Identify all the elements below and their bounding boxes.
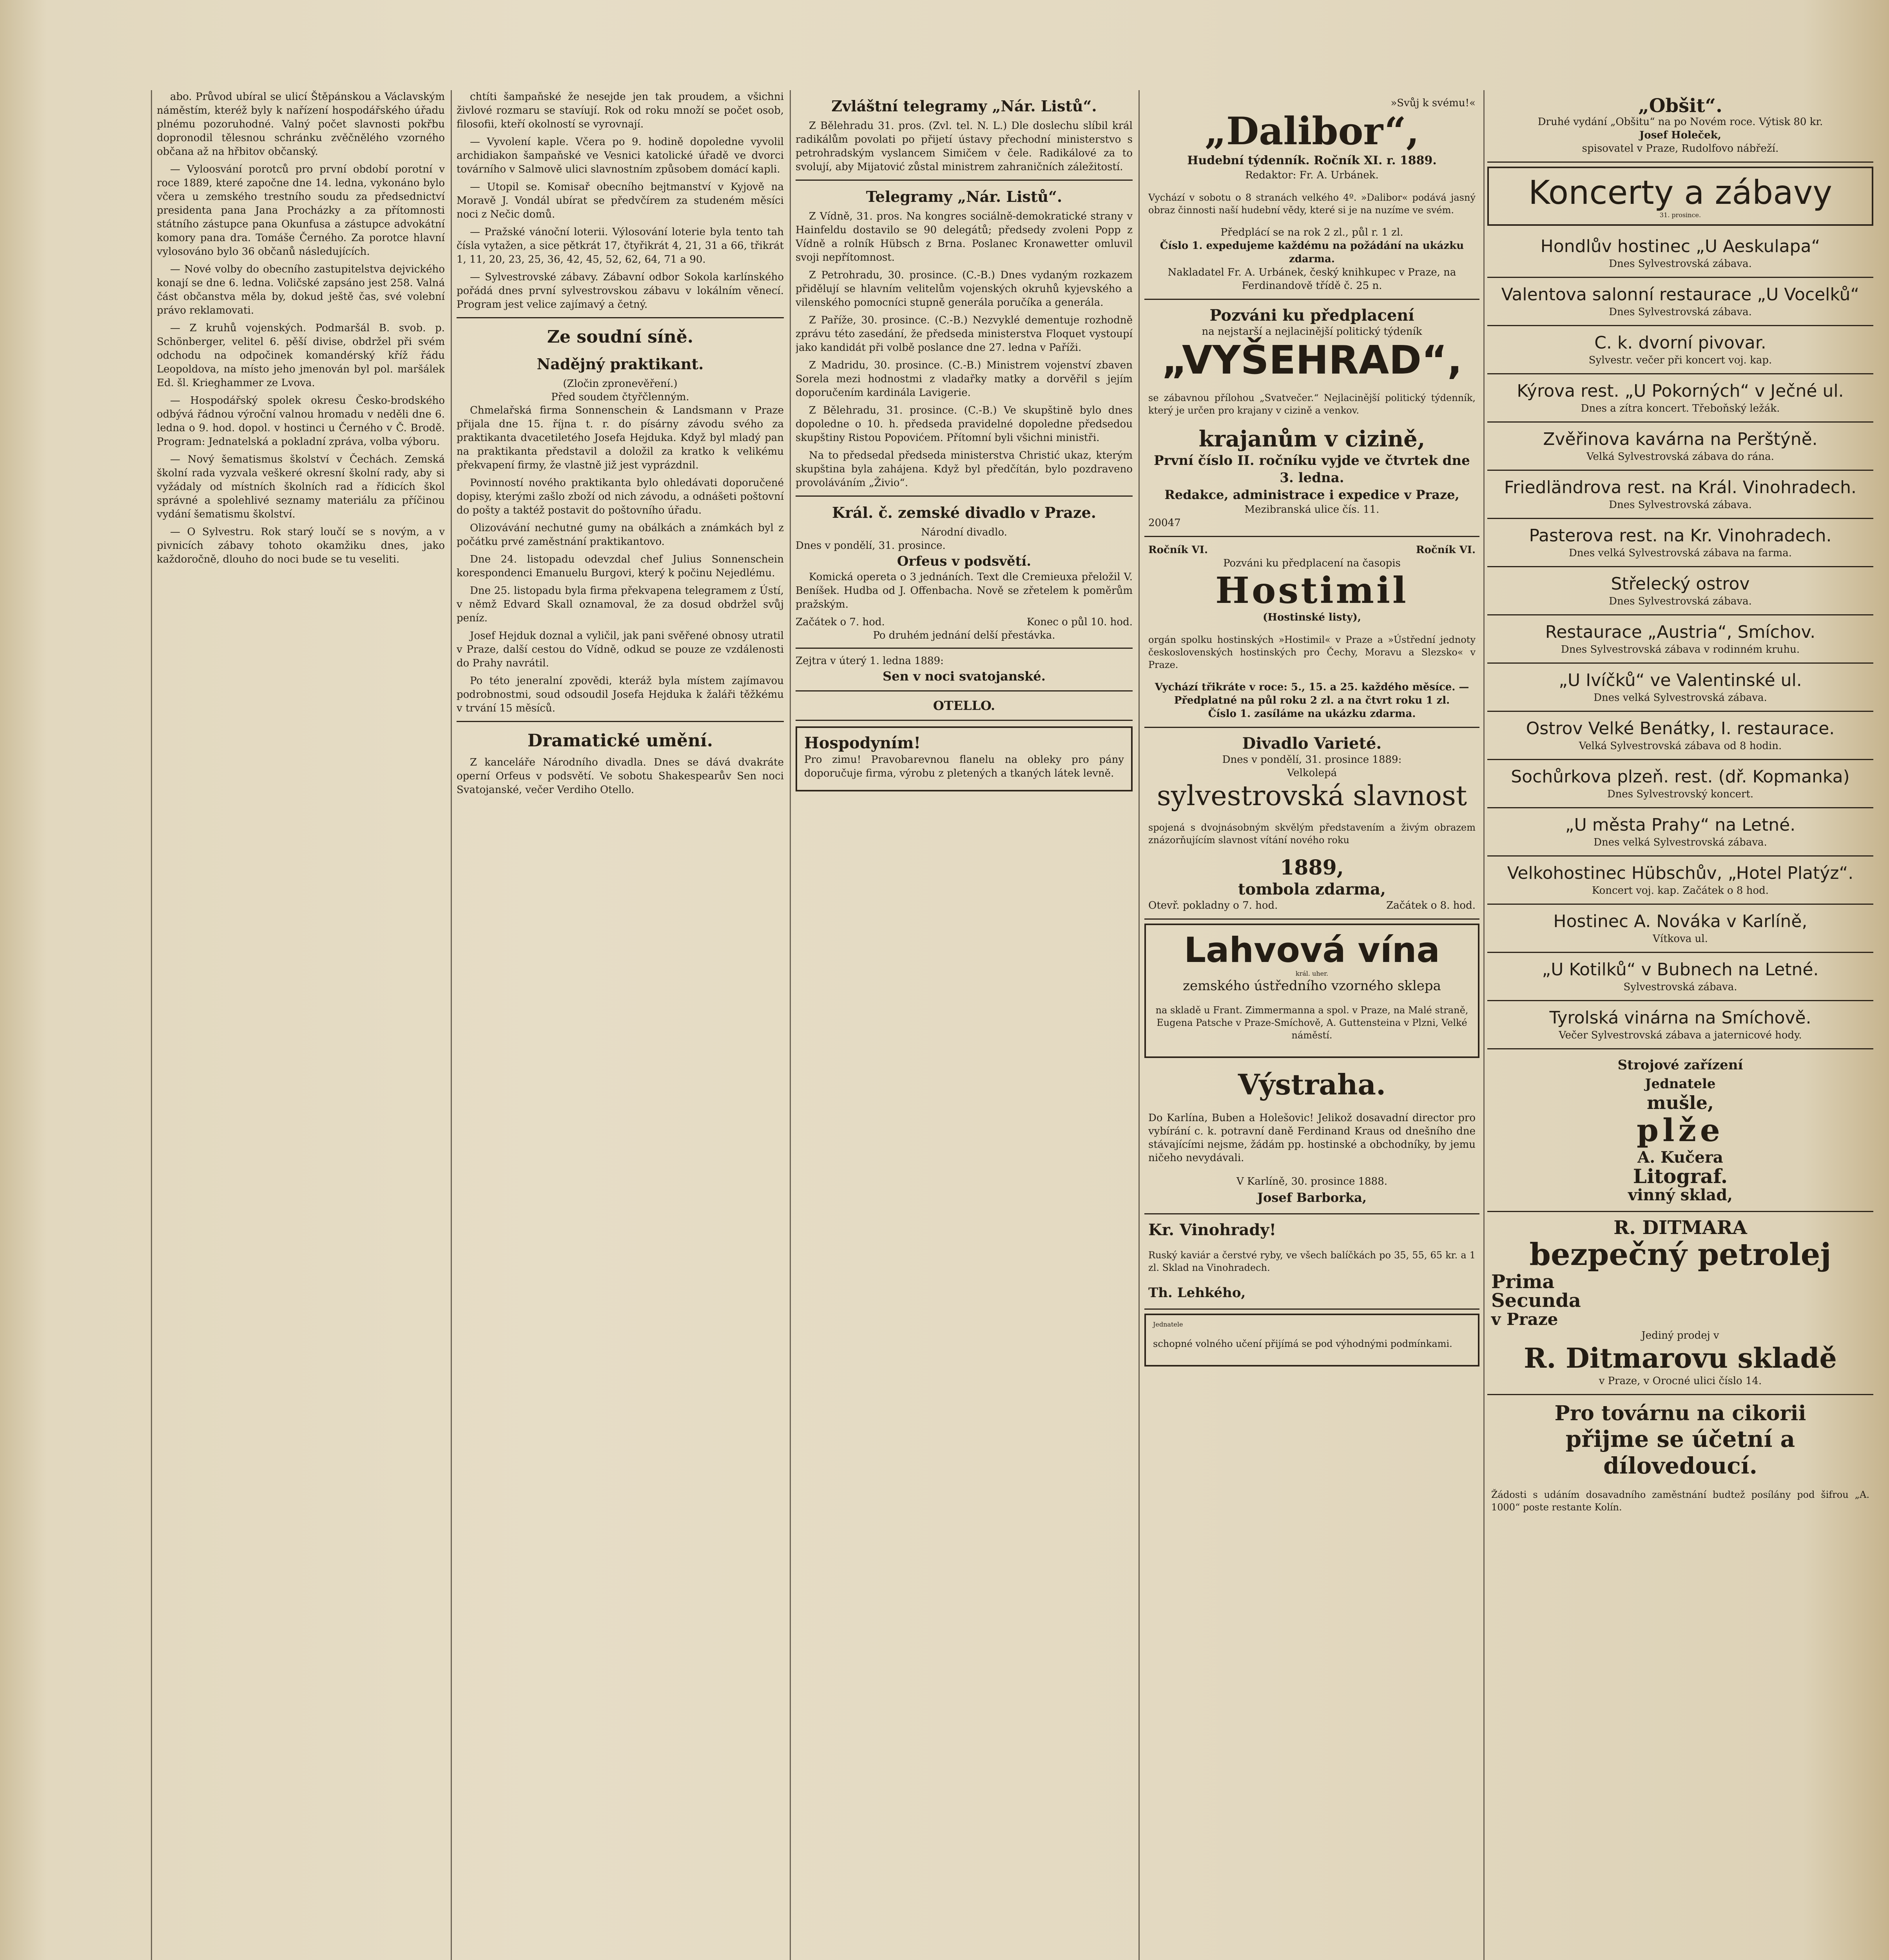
variete-line: Velkolepá [1287,767,1337,779]
lahvova-text: zemského ústředního vzorného sklepa [1183,978,1441,994]
hospodyne-ad [796,726,1133,791]
venue-name: Velkohostinec Hübschův, „Hotel Platýz“. [1507,863,1854,883]
section-title: Ze soudní síně. [547,327,694,347]
tomorrow-date: Zejtra v úterý 1. ledna 1889: [796,655,944,667]
vysehrad-address: Mezibranská ulice čís. 11. [1244,504,1380,515]
cikorie-title: Pro továrnu na cikorii [1554,1401,1806,1425]
venue-desc: Sylvestrovská zábava. [1623,981,1737,993]
dalibor-sample: Číslo 1. expedujeme každému na požádání na ukázku zdarma. [1160,240,1464,265]
dalibor-text: Vychází v sobotu o 8 stranách velkého 4º. »Dalibor« podává jasný obraz činnosti naší hudební vědy, které si je na nuzíme ve svém. [1148,192,1476,216]
news-paragraph: — Hospodářský spolek okresu Česko-brodského odbývá řádnou výroční valnou hromadu v neděli dne 6. ledna o 9. hod. dopol. v hostinci u Černého v Č. Brodě. Program: Jednatelská a pokladní zpráva, volba výboru. [157,395,445,448]
vysehrad-office: Redakce, administrace i expedice v Praze, [1164,487,1459,502]
cikorie-ad [1487,1395,1873,1529]
hostimil-price: Vychází třikráte v roce: 5., 15. a 25. každého měsíce. — Předplatné na půl roku 2 zl. a na čtvrt roku 1 zl. [1155,681,1469,706]
strojove-ad [1487,1049,1873,1212]
article-paragraph: Chmelařská firma Sonnenschein & Landsmann v Praze přijala dne 15. října t. r. do písárny závodu svého za praktikanta dvacetiletého Josefa Hejduka. Když byl mladý pan na praktikanta představil a doložil za kratko k velikému překvapení firmy, že vlastně již jest vyprázdnil. [457,405,784,471]
venue-name: „U Kotilků“ v Bubnech na Letné. [1542,960,1819,980]
vysehrad-ad [1144,300,1479,537]
venue-item [1487,1001,1873,1049]
venue-item [1487,423,1873,471]
news-paragraph: chtíti šampaňské že nesejde jen tak proudem, a všichni živlové rozmaru se stavíují. Rok od roku množí se počet osob, filosofii, kteří okolností se vyrovnají. [457,91,784,130]
column-news-court [457,90,784,1960]
venue-desc: Dnes velká Sylvestrovská zábava. [1594,837,1767,848]
news-paragraph: — Sylvestrovské zábavy. Zábavní odbor Sokola karlínského pořádá dnes první sylvestrovskou zábavu v lokálním věnecí. Program jest velice zajímavý a četný. [457,271,784,310]
venue-desc: Dnes Sylvestrovská zábava. [1609,306,1752,318]
theatre-date: Dnes v pondělí, 31. prosince. [796,540,946,552]
cikorie-big: přijme se účetní a dílovedoucí. [1565,1426,1795,1479]
venue-item [1487,953,1873,1001]
news-paragraph: abo. Průvod ubíral se ulicí Štěpánskou a Václavským náměstím, kteréž byly k nařízení hospodářského úřadu plnému pozoruhodné. Valný počet slavnosti pokřbu dopronodil tělesnou schránku zvěčnělého vzorného občana až na hřbitov občanský. [157,91,445,158]
venue-desc: Dnes velká Sylvestrovská zábava. [1594,692,1767,704]
venue-name: Friedländrova rest. na Král. Vinohradech. [1504,477,1856,497]
ditmar-ad [1487,1212,1873,1395]
jednatele-ad [1144,1314,1479,1367]
venue-desc: Velká Sylvestrovská zábava do rána. [1586,451,1774,463]
venue-name: Restaurace „Austria“, Smíchov. [1545,622,1816,642]
venue-desc: Dnes Sylvestrovský koncert. [1607,788,1754,800]
vysehrad-text: se zábavnou přílohou „Svatvečer.“ Nejlacinější politický týdenník, který je určen pro krajany v cizině a venkov. [1148,392,1476,416]
venue-name: Ostrov Velké Benátky, I. restaurace. [1526,719,1835,739]
dalibor-title: „Dalibor“, [1204,109,1419,153]
kucera-title: A. Kučera [1637,1148,1723,1167]
vysehrad-krajanum: krajanům v cizině, [1198,426,1425,452]
dalibor-line: Hudební týdenník. Ročník XI. r. 1889. [1187,154,1437,167]
venue-desc: Dnes Sylvestrovská zábava. [1609,595,1752,607]
ditmar-title: R. DITMARA [1613,1217,1747,1239]
column-local-news [157,90,445,1960]
hostimil-title: Hostimil [1215,569,1409,612]
theatre-paragraph: Z kanceláře Národního divadla. Dnes se dává dvakráte operní Orfeus v podsvětí. Ve sobotu Shakespearův Sen noci Svatojanské, večer Verdiho Otello. [457,757,784,796]
variete-start: Začátek o 8. hod. [1386,900,1476,911]
venue-name: Valentova salonní restaurace „U Vocelků“ [1501,285,1860,305]
theatre-end: Konec o půl 10. hod. [1026,616,1133,628]
venue-desc: Sylvestr. večer při koncert voj. kap. [1588,354,1772,366]
tomorrow-show: Sen v noci svatojanské. [883,669,1046,684]
ditmar-sklad: R. Ditmarovu skladě [1524,1342,1837,1374]
obsit-address: spisovatel v Praze, Rudolfovo nábřeží. [1582,143,1779,154]
venue-name: „U Ivíčků“ ve Valentinské ul. [1559,670,1802,690]
news-paragraph: — Z kruhů vojenských. Podmaršál B. svob. p. Schönberger, velitel 6. pěší divise, obdržel při svém odchodu na odpočinek komandérský kříž řádu Leopoldova, na místo jeho jmenován byl pol. maršálek Ed. šl. Krieghammer ze Lvova. [157,322,445,389]
vinohrady-text: Ruský kaviár a čerstvé ryby, ve všech balíčkách po 35, 55, 65 kr. a 1 zl. Sklad na Vinohradech. [1148,1250,1476,1273]
column-rule [1138,90,1140,1960]
venue-name: Střelecký ostrov [1611,574,1750,594]
lahvova-address: na skladě u Frant. Zimmermanna a spol. v Praze, na Malé straně, Eugena Patsche v Praze-Smíchově, A. Guttensteina v Plzni, Velké náměstí. [1155,1005,1468,1041]
lahvova-title: Lahvová vína [1184,930,1440,970]
venue-item [1487,374,1873,423]
column-rule [1483,90,1485,1960]
vysehrad-title: „VYŠEHRAD“, [1162,337,1462,383]
vysehrad-number: 20047 [1148,517,1181,529]
divider [796,720,1133,721]
column-rule [451,90,452,1960]
petrolej-prima: Prima [1491,1271,1555,1293]
litograf-title: Litograf. [1633,1165,1728,1188]
venue-name: Hondlův hostinec „U Aeskulapa“ [1540,236,1820,256]
telegram-paragraph: Z Petrohradu, 30. prosince. (C.-B.) Dnes vydaným rozkazem přidělují se hlavním velitelům vojenských okruhů kyjevského a vilenského pomocníci stupně generála poručíka a generála. [796,269,1133,309]
hostimil-volume-left: Ročník VI. [1148,544,1208,556]
column-ads [1144,90,1479,1960]
obsit-title: „Obšit“. [1638,95,1722,117]
theatre-section-title: Dramatické umění. [527,731,713,751]
venue-desc: Dnes Sylvestrovská zábava. [1609,499,1752,511]
hostimil-sample: Číslo 1. zasíláme na ukázku zdarma. [1208,708,1416,720]
telegram-paragraph: Z Paříže, 30. prosince. (C.-B.) Nezvyklé dementuje rozhodně zprávu této zasedání, že předseda ministerstva Floquet vystoupí jako kandidát při volbě poslance dne 27. ledna v Paříži. [796,314,1133,354]
news-paragraph: — Utopil se. Komisař obecního bejtmanství v Kyjově na Moravě J. Vondál ubírat se předvčírem za studeném měsíci noci z Nečic domů. [457,181,784,220]
telegram-paragraph: Z Madridu, 30. prosince. (C.-B.) Ministrem vojenství zbaven Sorela mezi hodnostmi z vladařky matky a dorvěřil s jejím doporučením kardinála Lavigerie. [796,359,1133,399]
venue-name: C. k. dvorní pivovar. [1594,333,1766,353]
divider [457,317,784,318]
telegram-paragraph: Z Vídně, 31. pros. Na kongres sociálně-demokratické strany v Hainfeldu dostavilo se 90 delegátů; předsedy zvoleni Popp z Vídně a rolník Hübsch z Brna. Poslanec Kronawetter omluvil svoji nepřítomnost. [796,211,1133,263]
venue-item [1487,808,1873,857]
lehke-title: Th. Lehkého, [1148,1285,1246,1301]
venue-desc: Koncert voj. kap. Začátek o 8 hod. [1592,885,1769,897]
theatre-start: Začátek o 7. hod. [796,616,885,628]
divider [796,180,1133,181]
divider [796,495,1133,497]
obsit-author: Josef Holeček, [1639,129,1721,141]
telegram-paragraph: Na to předsedal předseda ministerstva Christić ukaz, kterým skupština byla zahájena. Když byl předčítán, bylo pozdraveno provoláváním „Živio“. [796,450,1133,489]
venue-item [1487,471,1873,519]
venue-name: Hostinec A. Nováka v Karlíně, [1553,911,1807,931]
vystraha-date: V Karlíně, 30. prosince 1888. [1236,1176,1388,1187]
theatre-title: Král. č. zemské divadlo v Praze. [832,504,1097,521]
theatre-intermission: Po druhém jednání delší přestávka. [873,630,1055,641]
article-paragraph: Olizovávání nechutné gumy na obálkách a známkách byl z počátku prvé zaměstnání praktikantovo. [457,522,784,548]
jednatele-text: schopné volného učení přijímá se pod výhodnými podmínkami. [1153,1338,1452,1349]
hostimil-head: Pozváni ku předplacení na časopis [1223,557,1401,569]
telegram-paragraph: Z Bělehradu 31. pros. (Zvl. tel. N. L.) Dle doslechu slíbil král radikálům povolati po přijetí ústavy přechodní ministerstvo s petrohradským vyslancem Simičem v čele. Radikálové za to svolují, aby Mijatović zůstal ministrem zahraničních záležitostí. [796,120,1133,173]
venue-item [1487,664,1873,712]
hospodyne-title: Hospodyním! [804,734,921,752]
article-subtitle: (Zločin zpronevěření.) [563,378,678,390]
article-paragraph: Dne 24. listopadu odevzdal chef Julius Sonnenschein korespondenci Emanuelu Burgovi, který k počinu Nejedlému. [457,554,784,579]
venue-item [1487,230,1873,278]
article-subtitle: Před soudem čtyřčlenným. [551,391,689,403]
koncerty-title: Koncerty a zábavy [1528,173,1833,212]
dalibor-motto: »Svůj k svému!« [1390,97,1476,109]
hostimil-ad [1144,537,1479,728]
news-paragraph: — Nové volby do obecního zastupitelstva dejvického konají se dne 6. ledna. Voličské zapsáno jest 258. Valná část občanstva měla by, dokud ještě čas, své volební právo reklamovati. [157,263,445,316]
petrolej-praze: v Praze [1491,1310,1558,1329]
variete-title: Divadlo Varieté. [1242,734,1382,753]
venue-list [1487,230,1873,1049]
obsit-text: Druhé vydání „Obšitu“ na po Novém roce. Výtisk 80 kr. [1537,116,1823,128]
article-paragraph: Josef Hejduk doznal a vyličil, jak pani svěřené obnosy utratil v Praze, další cestou do Vídně, odkud se pouze ze vzdálenosti do Prahy navrátil. [457,630,784,669]
news-paragraph: — Vyvolení kaple. Včera po 9. hodině dopoledne vyvolil archidiakon šampaňské ve Vesnici katolické úřadě ve dvorci továrního v Salmově ulici slavnostním způsobem domácí kapli. [457,136,784,175]
column-telegrams [796,90,1133,1960]
telegram-title: Telegramy „Nár. Listů“. [866,188,1062,205]
vinohrady-ad [1144,1214,1479,1310]
divider [457,721,784,722]
divider [796,690,1133,691]
dalibor-publisher: Nakladatel Fr. A. Urbánek, český knihkupec v Praze, na Ferdinandově třídě č. 25 n. [1167,267,1456,292]
venue-item [1487,712,1873,760]
column-rule [151,90,152,1960]
hostimil-volume [1148,543,1476,557]
cikorie-text: Žádosti s udáním dosavadního zaměstnání budtež posílány pod šifrou „A. 1000“ poste restante Kolín. [1491,1489,1869,1513]
venue-desc: Dnes a zítra koncert. Třeboňský ležák. [1581,403,1780,414]
vinohrady-title: Kr. Vinohrady! [1148,1221,1276,1239]
lahvova-ad [1144,924,1479,1058]
theatre-subtitle: Národní divadlo. [921,526,1007,538]
venue-desc: Večer Sylvestrovská zábava a jaternicové hody. [1559,1029,1802,1041]
column-entertainment [1487,90,1873,1960]
variete-text: spojená s dvojnásobným skvělým představením a živým obrazem znázorňujícím slavnost vítání nového roku [1148,822,1476,846]
vysehrad-small: na nejstarší a nejlacinější politický týdeník [1202,326,1422,338]
venue-item [1487,905,1873,953]
venue-desc: Dnes Sylvestrovská zábava v rodinném kruhu. [1561,644,1800,655]
musle-title: mušle, [1647,1092,1714,1113]
venue-name: Zvěřinova kavárna na Perštýně. [1543,429,1818,449]
obsit-ad [1487,90,1873,163]
news-paragraph: — Pražské vánoční loterii. Výlosování loterie byla tento tah čísla vytažen, a sice pětkrát 17, čtyřikrát 4, 21, 31 a 66, třikrát 1, 11, 20, 23, 25, 36, 42, 45, 52, 62, 64, 71 a 90. [457,226,784,265]
column-rule [790,90,791,1960]
telegram-title: Zvláštní telegramy „Nár. Listů“. [831,97,1097,115]
vinny-title: vinný sklad, [1628,1186,1733,1204]
venue-item [1487,615,1873,664]
telegram-paragraph: Z Bělehradu, 31. prosince. (C.-B.) Ve skupštině bylo dnes dopoledne o 10. h. předseda pravidelné dopoledne předsedou skupštiny Ristou Popovićem. Přítomní byli všichni ministři. [796,405,1133,444]
vysehrad-head: Pozváni ku předplacení [1209,306,1414,325]
venue-item [1487,326,1873,374]
vystraha-title: Výstraha. [1238,1068,1386,1101]
dalibor-editor: Redaktor: Fr. A. Urbánek. [1245,169,1379,181]
news-paragraph: — Vyloosvání porotců pro první období porotní v roce 1889, které započne dne 14. ledna, vykonáno bylo včera u zemského trestního soudu za předsednictví presidenta pana Jana Procházky a za přítomnosti státního zástupce pana Okunfusa a zástupce advokátní komory pana dra. Tomáše Černého. Za porotce hlavní vylosováno bylo 36 občanů následujících. [157,163,445,258]
otello-title: OTELLO. [933,698,995,713]
theatre-show: Orfeus v podsvětí. [897,554,1032,569]
venue-item [1487,519,1873,567]
venue-item [1487,567,1873,615]
jednatele-title: Jednatele [1153,1321,1183,1328]
venue-name: Pasterova rest. na Kr. Vinohradech. [1529,526,1832,546]
hostimil-subtitle: (Hostinské listy), [1263,612,1361,623]
variete-times [1148,899,1476,912]
jednatele5-title: Jednatele [1645,1076,1716,1092]
venue-item [1487,278,1873,326]
venue-name: Tyrolská vinárna na Smíchově. [1549,1008,1811,1028]
article-paragraph: Povinností nového praktikanta bylo ohledávati doporučené dopisy, kterými zašlo zboží od nich závodu, a odnášeti poštovní do pošty a taktéž postavit do poštovního úřadu. [457,477,784,516]
strojove-title: Strojové zařízení [1617,1057,1743,1073]
venue-name: „U města Prahy“ na Letné. [1565,815,1796,835]
vysehrad-first-issue: První číslo II. ročníku vyjde ve čtvrtek dne 3. ledna. [1154,453,1470,486]
plze-title: plže [1637,1112,1724,1149]
venue-desc: Dnes velká Sylvestrovská zábava na farma. [1568,547,1792,559]
vystraha-ad [1144,1062,1479,1214]
article-paragraph: Dne 25. listopadu byla firma překvapena telegramem z Ústí, v němž Edvard Skall oznamoval, že za dosud obdržel svůj peníz. [457,585,784,624]
variete-big: sylvestrovská slavnost [1157,780,1467,812]
variete-year: 1889, [1280,856,1344,880]
vystraha-text: Do Karlína, Buben a Holešovic! Jelikož dosavadní director pro vybírání c. k. potravní daně Ferdinand Kraus od dnešního dne stávajícími nejsme, žádám pp. hostinské a obchodníky, by jemu ničeho nevydávali. [1148,1112,1476,1164]
venue-item [1487,760,1873,808]
dalibor-ad [1144,90,1479,300]
hospodyne-text: Pro zimu! Pravobarevnou flanelu na obleky pro pány doporučuje firma, výrobu z pletených a tkaných látek levně. [804,754,1124,779]
variete-tombola: tombola zdarma, [1238,880,1386,898]
hostimil-text: orgán spolku hostinských »Hostimil« v Praze a »Ústřední jednoty československých hostinských pro Čechy, Moravu a Slezsko« v Praze. [1148,634,1476,670]
variete-date: Dnes v pondělí, 31. prosince 1889: [1222,754,1402,766]
divider [796,648,1133,649]
petrolej-secunda: Secunda [1491,1290,1581,1312]
article-title: Nadějný praktikant. [537,355,704,373]
news-paragraph: — Nový šematismus školství v Čechách. Zemská školní rada vyzvala veškeré okresní školní rady, aby si vyžádaly od místních školních rad a řídicích škol správné a spolehlivé seznamy materiálu za příčinou vydání šematismu školství. [157,454,445,520]
vystraha-name: Josef Barborka, [1257,1190,1367,1205]
venue-desc: Velká Sylvestrovská zábava od 8 hodin. [1579,740,1782,752]
venue-item [1487,857,1873,905]
lahvova-sub: král. uher. [1295,970,1329,977]
variete-open: Otevř. pokladny o 7. hod. [1148,900,1278,911]
hostimil-volume-right: Ročník VI. [1416,544,1476,556]
koncerty-box [1487,167,1873,226]
theatre-times [796,615,1133,629]
ditmar-address: v Praze, v Orocné ulici číslo 14. [1599,1375,1762,1387]
venue-desc: Vítkova ul. [1653,933,1708,945]
theatre-description: Komická opereta o 3 jednáních. Text dle Cremieuxa přeložil V. Beníšek. Hudba od J. Offenbacha. Nově se zřetelem k poměrům pražským. [796,571,1133,610]
article-paragraph: Po této jeneralní zpovědi, kteráž byla místem zajímavou podrobnostmi, soud odsoudil Josefa Hejduka k žaláři těžkému v trvání 15 měsíců. [457,675,784,714]
variete-ad [1144,728,1479,920]
dalibor-price: Předplácí se na rok 2 zl., půl r. 1 zl. [1220,227,1403,238]
venue-name: Kýrova rest. „U Pokorných“ v Ječné ul. [1517,381,1844,401]
ditmar-prodej: Jediný prodej v [1641,1330,1719,1341]
petrolej-title: bezpečný petrolej [1529,1237,1831,1272]
news-paragraph: — O Sylvestru. Rok starý loučí se s novým, a v pivnicích zábavy tohoto okamžiku dnes, jako každoročně, dlouho do noci bude se tu veseliti. [157,526,445,565]
venue-desc: Dnes Sylvestrovská zábava. [1609,258,1752,270]
venue-name: Sochůrkova plzeň. rest. (dř. Kopmanka) [1511,767,1850,787]
koncerty-date: 31. prosince. [1659,211,1701,219]
